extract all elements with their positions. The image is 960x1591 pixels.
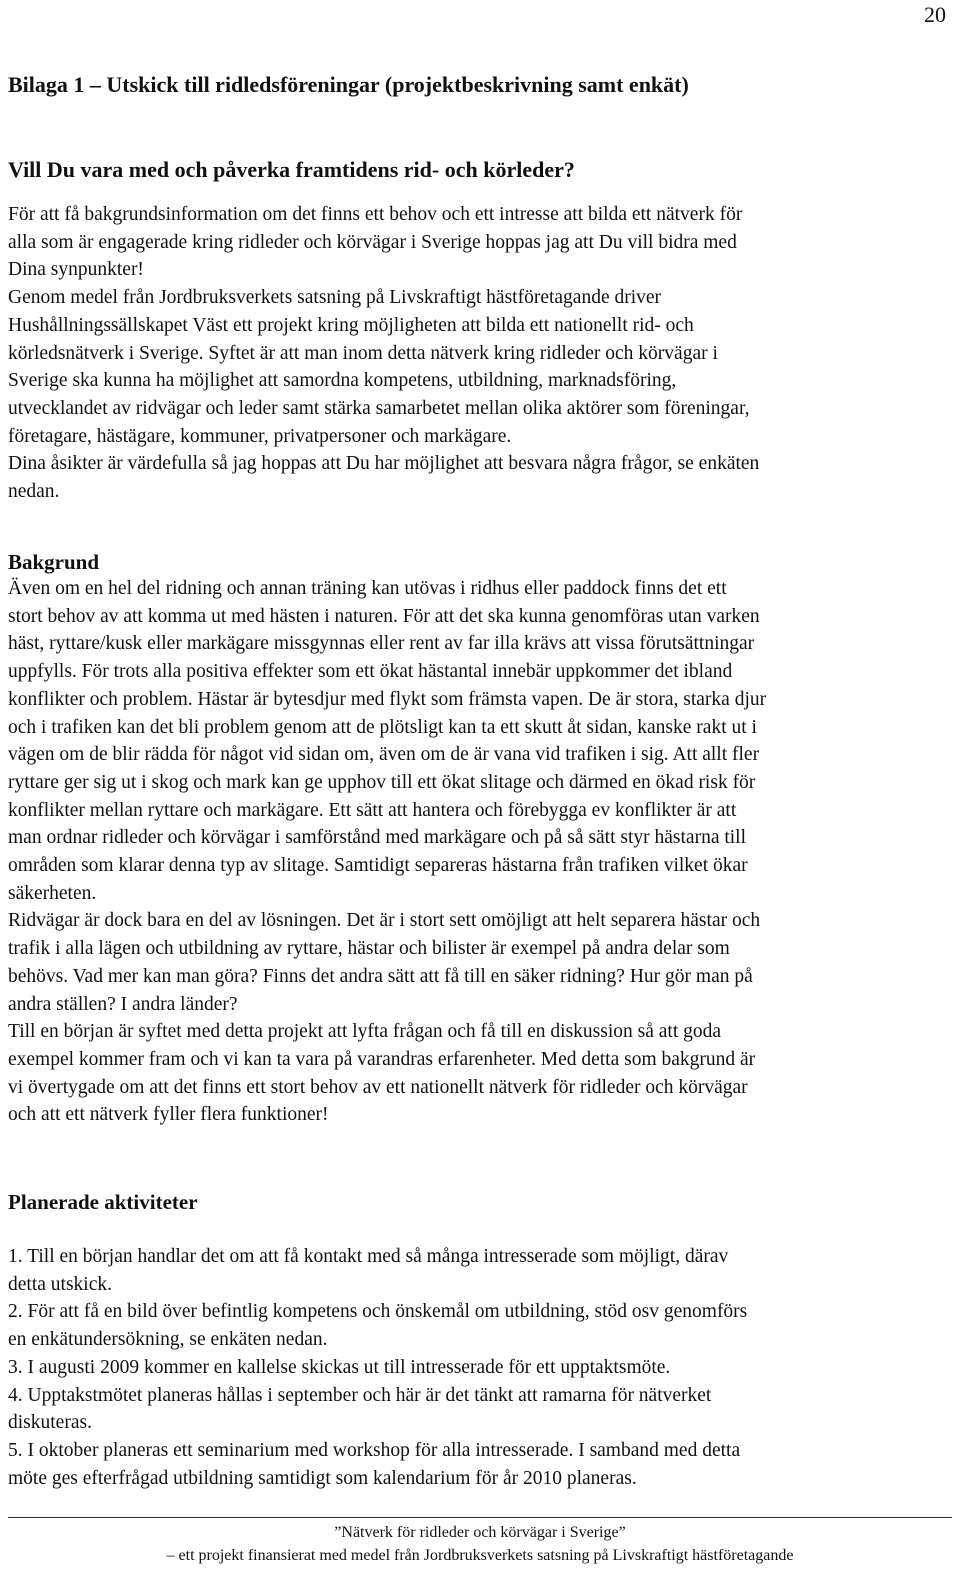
- document-title: Bilaga 1 – Utskick till ridledsföreningar (projektbeskrivning samt enkät): [8, 72, 689, 97]
- intro-line: Hushållningssällskapet Väst ett projekt kring möjligheten att bilda ett nationellt rid- och: [8, 314, 694, 336]
- planerade-line: 4. Upptakstmötet planeras hållas i september och här är det tänkt att ramarna för nätverket: [8, 1384, 712, 1406]
- footer-divider: [8, 1517, 952, 1518]
- intro-line: företagare, hästägare, kommuner, privatpersoner och markägare.: [8, 425, 512, 447]
- document-subtitle: Vill Du vara med och påverka framtidens rid- och körleder?: [8, 157, 575, 182]
- intro-line: Genom medel från Jordbruksverkets satsning på Livskraftigt hästföretagande driver: [8, 287, 662, 309]
- planerade-line: möte ges efterfrågad utbildning samtidigt som kalendarium för år 2010 planeras.: [8, 1467, 637, 1489]
- planerade-line: detta utskick.: [8, 1273, 112, 1295]
- bakgrund-line: behövs. Vad mer kan man göra? Finns det andra sätt att få till en säker ridning? Hur gör man på: [8, 965, 753, 987]
- planerade-heading: Planerade aktiviteter: [8, 1190, 198, 1214]
- planerade-line: en enkätundersökning, se enkäten nedan.: [8, 1329, 328, 1351]
- bakgrund-line: Även om en hel del ridning och annan träning kan utövas i ridhus eller paddock finns det ett: [8, 578, 727, 599]
- planerade-list: [8, 1243, 948, 1492]
- intro-line: Sverige ska kunna ha möjlighet att samordna kompetens, utbildning, marknadsföring,: [8, 370, 677, 392]
- intro-line: körledsnätverk i Sverige. Syftet är att man inom detta nätverk kring ridleder och körvägar i: [8, 342, 718, 364]
- bakgrund-line: häst, ryttare/kusk eller markägare missgynnas eller rent av far illa krävs att vissa förutsättningar: [8, 633, 755, 655]
- footer-funding-note: – ett projekt finansierat med medel från Jordbruksverkets satsning på Livskraftigt hästföretagande: [166, 1547, 794, 1564]
- bakgrund-line: uppfylls. För trots alla positiva effekter som ett ökat hästantal innebär uppkommer det ibland: [8, 661, 733, 683]
- footer-project-name: ”Nätverk för ridleder och körvägar i Sverige”: [334, 1524, 626, 1541]
- bakgrund-line: konflikter och problem. Hästar är bytesdjur med flykt som främsta vapen. De är stora, starka djur: [8, 688, 767, 710]
- bakgrund-line: exempel kommer fram och vi kan ta vara på varandras erfarenheter. Med detta som bakgrund är: [8, 1048, 756, 1070]
- bakgrund-heading: Bakgrund: [8, 550, 100, 574]
- bakgrund-paragraph: [8, 575, 948, 1129]
- bakgrund-line: Till en början är syftet med detta projekt att lyfta frågan och få till en diskussion så att goda: [8, 1021, 722, 1043]
- planerade-line: 2. För att få en bild över befintlig kompetens och önskemål om utbildning, stöd osv genomförs: [8, 1301, 748, 1323]
- bakgrund-line: konflikter mellan ryttare och markägare. Ett sätt att hantera och förebygga ev konflikter är att: [8, 799, 737, 821]
- intro-line: För att få bakgrundsinformation om det finns ett behov och ett intresse att bilda ett nätverk för: [8, 204, 743, 225]
- bakgrund-line: områden som klarar denna typ av slitage. Samtidigt separeras hästarna från trafiken vilket ökar: [8, 855, 748, 877]
- planerade-line: 1. Till en början handlar det om att få kontakt med så många intresserade som möjligt, därav: [8, 1246, 729, 1267]
- intro-paragraph: [8, 201, 948, 506]
- bakgrund-line: stort behov av att komma ut med hästen i naturen. För att det ska kunna genomföras utan varken: [8, 605, 760, 627]
- intro-line: alla som är engagerade kring ridleder och körvägar i Sverige hoppas jag att Du vill bidra med: [8, 231, 737, 253]
- bakgrund-line: man ordnar ridleder och körvägar i samförstånd med markägare och på så sätt styr hästarna till: [8, 827, 747, 849]
- intro-line: Dina synpunkter!: [8, 259, 144, 281]
- planerade-line: diskuteras.: [8, 1412, 92, 1434]
- bakgrund-line: vi övertygade om att det finns ett stort behov av ett nationellt nätverk för ridleder och körvägar: [8, 1076, 748, 1098]
- intro-line: Dina åsikter är värdefulla så jag hoppas att Du har möjlighet att besvara några frågor, se enkäten: [8, 453, 760, 475]
- bakgrund-line: trafik i alla lägen och utbildning av ryttare, hästar och bilister är exempel på andra delar som: [8, 938, 730, 960]
- bakgrund-line: vägen om de blir rädda för något vid sidan om, även om de är vana vid trafiken i sig. Att allt fler: [8, 744, 760, 766]
- page-number: 20: [924, 2, 946, 27]
- planerade-line: 5. I oktober planeras ett seminarium med workshop för alla intresserade. I samband med detta: [8, 1439, 741, 1461]
- bakgrund-line: andra ställen? I andra länder?: [8, 993, 238, 1015]
- bakgrund-line: Ridvägar är dock bara en del av lösningen. Det är i stort sett omöjligt att helt separera hästar och: [8, 910, 761, 932]
- intro-line: utvecklandet av ridvägar och leder samt stärka samarbetet mellan olika aktörer som föreningar,: [8, 397, 750, 419]
- bakgrund-line: och i trafiken kan det bli problem genom att de plötsligt kan ta ett skutt åt sidan, kanske rakt ut i: [8, 716, 757, 738]
- bakgrund-line: och att ett nätverk fyller flera funktioner!: [8, 1104, 329, 1126]
- planerade-line: 3. I augusti 2009 kommer en kallelse skickas ut till intresserade för ett upptaktsmöte.: [8, 1356, 671, 1378]
- intro-line: nedan.: [8, 481, 60, 503]
- bakgrund-line: ryttare ger sig ut i skog och mark kan ge upphov till ett ökat slitage och därmed en ökad risk för: [8, 771, 756, 793]
- bakgrund-line: säkerheten.: [8, 882, 97, 904]
